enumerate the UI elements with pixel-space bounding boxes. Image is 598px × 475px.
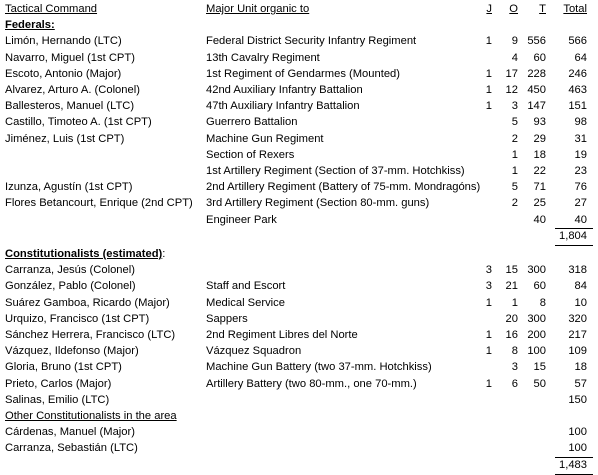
constitutionalists-heading-label xyxy=(5,246,165,262)
commander-name: Suárez Gamboa, Ricardo (Major) xyxy=(5,296,170,309)
total-count: 19 xyxy=(574,148,587,161)
unit-name: Machine Gun Battery (two 37-mm. Hotchkiss) xyxy=(206,361,432,374)
commander-name: Carranza, Sebastián (LTC) xyxy=(5,442,138,455)
t-count: 300 xyxy=(527,264,546,277)
unit-name: 3rd Artillery Regiment (Section 80-mm. guns) xyxy=(206,197,430,210)
table-row xyxy=(0,163,598,179)
o-count: 5 xyxy=(511,181,518,194)
unit-name: Guerrero Battalion xyxy=(206,116,298,129)
j-count: 1 xyxy=(485,35,492,48)
table-row xyxy=(0,343,598,359)
table-row xyxy=(0,179,598,195)
unit-name: Engineer Park xyxy=(206,213,277,226)
constitutionalists-subtotal-value: 1,483 xyxy=(559,458,587,471)
o-count: 5 xyxy=(511,116,518,129)
commander-name: Salinas, Emilio (LTC) xyxy=(5,393,110,406)
o-count: 6 xyxy=(511,377,518,390)
o-count: 15 xyxy=(505,264,518,277)
commander-name: Urquizo, Francisco (1st CPT) xyxy=(5,312,150,325)
commander-name: González, Pablo (Colonel) xyxy=(5,280,136,293)
t-count: 18 xyxy=(533,148,546,161)
constitutionalists-heading xyxy=(0,246,598,262)
constitutionalists-heading-colon: : xyxy=(162,248,166,260)
total-count: 151 xyxy=(568,100,587,113)
commander-name: Jiménez, Luis (1st CPT) xyxy=(5,132,125,145)
total-count: 84 xyxy=(574,280,587,293)
t-count: 25 xyxy=(533,197,546,210)
total-count: 31 xyxy=(574,132,587,145)
o-count: 2 xyxy=(511,132,518,145)
total-count: 40 xyxy=(574,213,587,226)
total-count: 98 xyxy=(574,116,587,129)
o-count: 4 xyxy=(511,51,518,64)
o-count: 2 xyxy=(511,197,518,210)
commander-name: Gloria, Bruno (1st CPT) xyxy=(5,361,122,374)
commander-name: Ballesteros, Manuel (LTC) xyxy=(5,100,135,113)
t-count: 8 xyxy=(539,296,546,309)
total-count: 27 xyxy=(574,197,587,210)
total-count: 320 xyxy=(568,312,587,325)
o-count: 1 xyxy=(511,148,518,161)
table-row xyxy=(0,327,598,343)
t-count: 93 xyxy=(533,116,546,129)
t-count: 29 xyxy=(533,132,546,145)
unit-name: 47th Auxiliary Infantry Battalion xyxy=(206,100,360,113)
table-row xyxy=(0,392,598,408)
commander-name: Izunza, Agustín (1st CPT) xyxy=(5,181,133,194)
table-row xyxy=(0,66,598,82)
header-total: Total xyxy=(563,3,587,15)
constitutionalists-heading-text: Constitutionalists (estimated) xyxy=(5,248,163,260)
table-row xyxy=(0,212,598,228)
total-count: 64 xyxy=(574,51,587,64)
unit-name: Staff and Escort xyxy=(206,280,286,293)
total-count: 76 xyxy=(574,181,587,194)
total-count: 100 xyxy=(568,442,587,455)
t-count: 40 xyxy=(533,213,546,226)
other-heading-label: Other Constitutionalists in the area xyxy=(5,410,177,422)
commander-name: Escoto, Antonio (Major) xyxy=(5,67,122,80)
t-count: 60 xyxy=(533,51,546,64)
t-count: 200 xyxy=(527,329,546,341)
unit-name: Machine Gun Regiment xyxy=(206,132,324,145)
o-count: 20 xyxy=(505,312,518,325)
table-row xyxy=(0,131,598,147)
o-count: 21 xyxy=(505,280,518,293)
j-count: 1 xyxy=(485,100,492,113)
t-count: 556 xyxy=(527,35,546,48)
o-count: 12 xyxy=(505,84,518,96)
t-count: 15 xyxy=(533,361,546,374)
total-count: 57 xyxy=(574,377,587,390)
unit-name: 2nd Regiment Libres del Norte xyxy=(206,329,358,341)
o-count: 17 xyxy=(505,67,518,80)
t-count: 22 xyxy=(533,165,546,177)
total-count: 463 xyxy=(568,84,587,96)
table-row xyxy=(0,147,598,163)
table-row xyxy=(0,98,598,114)
constitutionalists-subtotal xyxy=(555,457,593,475)
table-row xyxy=(0,50,598,66)
unit-name: Medical Service xyxy=(206,296,285,309)
unit-name: Section of Rexers xyxy=(206,148,295,161)
t-count: 450 xyxy=(527,84,546,96)
o-count: 3 xyxy=(511,361,518,374)
o-count: 8 xyxy=(511,345,518,358)
total-count: 23 xyxy=(574,165,587,177)
j-count: 1 xyxy=(485,377,492,390)
federals-heading xyxy=(0,17,598,33)
j-count: 1 xyxy=(485,67,492,80)
commander-name: Sánchez Herrera, Francisco (LTC) xyxy=(5,329,176,341)
unit-name: 2nd Artillery Regiment (Battery of 75-mm. Mondragóns) xyxy=(206,181,481,194)
commander-name: Vázquez, Ildefonso (Major) xyxy=(5,345,139,358)
t-count: 147 xyxy=(527,100,546,113)
table-row xyxy=(0,195,598,211)
j-count: 3 xyxy=(485,264,492,277)
table-row xyxy=(0,311,598,327)
header-major-unit: Major Unit organic to xyxy=(206,3,310,15)
commander-name: Navarro, Miguel (1st CPT) xyxy=(5,51,135,64)
unit-name: Sappers xyxy=(206,312,248,325)
table-row xyxy=(0,440,598,456)
federals-subtotal-value: 1,804 xyxy=(559,229,587,242)
j-count: 3 xyxy=(485,280,492,293)
unit-name: 42nd Auxiliary Infantry Battalion xyxy=(206,84,363,96)
total-count: 566 xyxy=(568,35,587,48)
j-count: 1 xyxy=(485,296,492,309)
commander-name: Flores Betancourt, Enrique (2nd CPT) xyxy=(5,197,193,210)
commander-name: Alvarez, Arturo A. (Colonel) xyxy=(5,84,140,96)
header-t: T xyxy=(539,3,546,15)
t-count: 71 xyxy=(533,181,546,194)
total-count: 109 xyxy=(568,345,587,358)
commander-name: Prieto, Carlos (Major) xyxy=(5,377,112,390)
total-count: 318 xyxy=(568,264,587,277)
o-count: 1 xyxy=(511,165,518,177)
table-row xyxy=(0,295,598,311)
t-count: 100 xyxy=(527,345,546,358)
j-count: 1 xyxy=(485,84,492,96)
table-row xyxy=(0,33,598,49)
o-count: 1 xyxy=(511,296,518,309)
unit-name: 1st Artillery Regiment (Section of 37-mm. Hotchkiss) xyxy=(206,165,465,177)
commander-name: Castillo, Timoteo A. (1st CPT) xyxy=(5,116,152,129)
unit-name: Vázquez Squadron xyxy=(206,345,302,358)
header-j: J xyxy=(486,3,492,15)
j-count: 1 xyxy=(485,345,492,358)
federals-subtotal xyxy=(555,228,593,246)
unit-name: Artillery Battery (two 80-mm., one 70-mm.) xyxy=(206,377,417,390)
t-count: 60 xyxy=(533,280,546,293)
total-count: 246 xyxy=(568,67,587,80)
total-count: 217 xyxy=(568,329,587,341)
o-count: 16 xyxy=(505,329,518,341)
total-count: 150 xyxy=(568,393,587,406)
j-count: 1 xyxy=(485,329,492,341)
unit-name: 1st Regiment of Gendarmes (Mounted) xyxy=(206,67,401,80)
t-count: 50 xyxy=(533,377,546,390)
commander-name: Carranza, Jesús (Colonel) xyxy=(5,264,135,277)
total-count: 100 xyxy=(568,426,587,439)
table-row xyxy=(0,262,598,278)
total-count: 10 xyxy=(574,296,587,309)
header-row xyxy=(0,1,598,17)
unit-name: Federal District Security Infantry Regiment xyxy=(206,35,417,48)
federals-heading-label: Federals: xyxy=(5,19,55,32)
commander-name: Cárdenas, Manuel (Major) xyxy=(5,426,135,439)
o-count: 9 xyxy=(511,35,518,48)
other-constitutionalists-heading xyxy=(0,408,598,424)
total-count: 18 xyxy=(574,361,587,374)
commander-name: Limón, Hernando (LTC) xyxy=(5,35,122,48)
header-o: O xyxy=(509,3,518,15)
table-row xyxy=(0,424,598,440)
table-row xyxy=(0,114,598,130)
t-count: 300 xyxy=(527,312,546,325)
table-row xyxy=(0,359,598,375)
o-count: 3 xyxy=(511,100,518,113)
header-tactical-command: Tactical Command xyxy=(5,3,98,15)
table-row xyxy=(0,278,598,294)
table-row xyxy=(0,82,598,98)
t-count: 228 xyxy=(527,67,546,80)
unit-name: 13th Cavalry Regiment xyxy=(206,51,320,64)
table-row xyxy=(0,376,598,392)
